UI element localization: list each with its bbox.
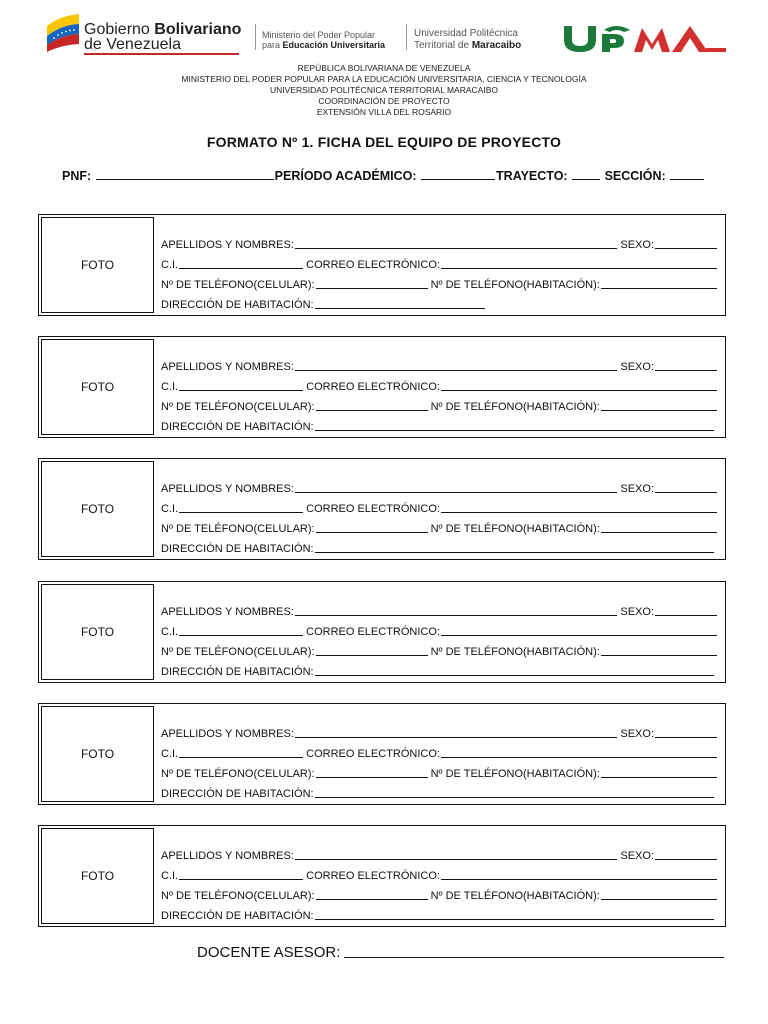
home-phone-label: Nº DE TELÉFONO(HABITACIÓN): (430, 890, 600, 902)
phone-row (161, 638, 717, 658)
institution-line: COORDINACIÓN DE PROYECTO (318, 96, 450, 106)
institution-line: UNIVERSIDAD POLITÉCNICA TERRITORIAL MARACAIBO (270, 85, 498, 95)
sex-label: SEXO: (620, 606, 654, 618)
address-row (161, 780, 717, 800)
names-label: APELLIDOS Y NOMBRES: (161, 728, 294, 740)
home-phone-label: Nº DE TELÉFONO(HABITACIÓN): (430, 523, 600, 535)
photo-box[interactable] (41, 828, 154, 924)
email-label: CORREO ELECTRÓNICO: (306, 381, 440, 393)
gov-line2: de Venezuela (84, 36, 181, 53)
address-label: DIRECCIÓN DE HABITACIÓN: (161, 299, 314, 311)
photo-label: FOTO (80, 502, 115, 516)
cell-phone-label: Nº DE TELÉFONO(CELULAR): (161, 646, 315, 658)
ci-label: C.I. (161, 626, 179, 638)
ci-row (161, 862, 717, 882)
names-label: APELLIDOS Y NOMBRES: (161, 361, 294, 373)
names-field[interactable] (295, 850, 618, 860)
home-phone-label: Nº DE TELÉFONO(HABITACIÓN): (430, 768, 600, 780)
photo-label: FOTO (80, 625, 115, 639)
email-field[interactable] (441, 503, 717, 513)
names-label: APELLIDOS Y NOMBRES: (161, 483, 294, 495)
ci-field[interactable] (179, 259, 303, 269)
sex-label: SEXO: (620, 728, 654, 740)
names-field[interactable] (295, 606, 618, 616)
home-phone-field[interactable] (601, 279, 717, 289)
names-label: APELLIDOS Y NOMBRES: (161, 606, 294, 618)
member-card (38, 825, 726, 927)
email-label: CORREO ELECTRÓNICO: (306, 870, 440, 882)
advisor-label: DOCENTE ASESOR: (197, 944, 341, 961)
member-fields (161, 353, 717, 433)
ci-label: C.I. (161, 748, 179, 760)
ci-row (161, 373, 717, 393)
sex-field[interactable] (655, 728, 717, 738)
member-fields (161, 231, 717, 311)
pnf-field[interactable] (96, 169, 274, 180)
government-wordmark (84, 22, 241, 52)
periodo-field[interactable] (421, 169, 495, 180)
names-field[interactable] (295, 483, 618, 493)
institution-header (0, 63, 768, 118)
ci-label: C.I. (161, 259, 179, 271)
venezuela-flag-logo-icon (45, 12, 83, 52)
sex-field[interactable] (655, 483, 717, 493)
cell-phone-field[interactable] (316, 401, 428, 411)
cell-phone-label: Nº DE TELÉFONO(CELULAR): (161, 523, 315, 535)
email-label: CORREO ELECTRÓNICO: (306, 626, 440, 638)
gov-line1-prefix: Gobierno (84, 21, 155, 38)
photo-box[interactable] (41, 339, 154, 435)
photo-box[interactable] (41, 584, 154, 680)
email-label: CORREO ELECTRÓNICO: (306, 259, 440, 271)
institution-line: MINISTERIO DEL PODER POPULAR PARA LA EDUCACIÓN UNIVERSITARIA, CIENCIA Y TECNOLOGÍA (181, 74, 587, 84)
trayecto-field[interactable] (572, 169, 600, 180)
home-phone-field[interactable] (601, 768, 717, 778)
email-field[interactable] (441, 870, 717, 880)
address-field[interactable] (315, 299, 485, 309)
photo-box[interactable] (41, 461, 154, 557)
seccion-label: SECCIÓN: (604, 169, 666, 183)
ci-field[interactable] (179, 626, 303, 636)
periodo-label: PERÍODO ACADÉMICO: (274, 169, 417, 183)
sex-field[interactable] (655, 606, 717, 616)
photo-label: FOTO (80, 747, 115, 761)
cell-phone-label: Nº DE TELÉFONO(CELULAR): (161, 768, 315, 780)
gov-line1-bold: Bolivariano (154, 21, 242, 38)
names-field[interactable] (295, 239, 618, 249)
address-row (161, 291, 717, 311)
ci-row (161, 251, 717, 271)
seccion-field[interactable] (670, 169, 704, 180)
cell-phone-field[interactable] (316, 890, 428, 900)
names-row (161, 353, 717, 373)
phone-row (161, 515, 717, 535)
address-row (161, 658, 717, 678)
member-card (38, 458, 726, 560)
advisor-line (197, 944, 724, 961)
member-fields (161, 598, 717, 678)
email-field[interactable] (441, 626, 717, 636)
university-wordmark (414, 28, 521, 52)
advisor-field[interactable] (344, 944, 724, 958)
names-field[interactable] (295, 361, 618, 371)
university-line2-bold: Maracaibo (471, 40, 522, 51)
phone-row (161, 393, 717, 413)
names-row (161, 720, 717, 740)
home-phone-field[interactable] (601, 401, 717, 411)
sex-label: SEXO: (620, 850, 654, 862)
address-row (161, 535, 717, 555)
header-banner (42, 10, 732, 58)
home-phone-field[interactable] (601, 523, 717, 533)
ci-label: C.I. (161, 381, 179, 393)
sex-field[interactable] (655, 361, 717, 371)
member-fields (161, 720, 717, 800)
header-divider (406, 24, 407, 50)
names-label: APELLIDOS Y NOMBRES: (161, 850, 294, 862)
cell-phone-field[interactable] (316, 768, 428, 778)
cell-phone-field[interactable] (316, 646, 428, 656)
member-card (38, 336, 726, 438)
cell-phone-field[interactable] (316, 279, 428, 289)
email-field[interactable] (441, 748, 717, 758)
sex-label: SEXO: (620, 239, 654, 251)
home-phone-label: Nº DE TELÉFONO(HABITACIÓN): (430, 646, 600, 658)
trayecto-label: TRAYECTO: (496, 169, 568, 183)
ci-field[interactable] (179, 381, 303, 391)
home-phone-field[interactable] (601, 890, 717, 900)
sex-label: SEXO: (620, 361, 654, 373)
sex-field[interactable] (655, 850, 717, 860)
email-field[interactable] (441, 381, 717, 391)
photo-label: FOTO (80, 258, 115, 272)
names-row (161, 231, 717, 251)
cell-phone-field[interactable] (316, 523, 428, 533)
email-field[interactable] (441, 259, 717, 269)
upma-logo-icon (560, 20, 728, 52)
ministry-line2-bold: Educación Universitaria (282, 40, 386, 50)
member-card (38, 214, 726, 316)
photo-label: FOTO (80, 869, 115, 883)
institution-line: EXTENSIÓN VILLA DEL ROSARIO (316, 107, 452, 117)
ci-row (161, 740, 717, 760)
cell-phone-label: Nº DE TELÉFONO(CELULAR): (161, 401, 315, 413)
address-field[interactable] (315, 910, 714, 920)
university-line2-prefix: Territorial de (414, 40, 472, 51)
phone-row (161, 271, 717, 291)
photo-box[interactable] (41, 706, 154, 802)
member-fields (161, 842, 717, 922)
email-label: CORREO ELECTRÓNICO: (306, 748, 440, 760)
address-row (161, 413, 717, 433)
address-field[interactable] (315, 788, 714, 798)
ministry-line2-prefix: para (262, 40, 283, 50)
sex-field[interactable] (655, 239, 717, 249)
phone-row (161, 760, 717, 780)
address-row (161, 902, 717, 922)
member-card (38, 703, 726, 805)
pnf-label: PNF: (62, 169, 92, 183)
ci-row (161, 618, 717, 638)
names-field[interactable] (295, 728, 618, 738)
address-label: DIRECCIÓN DE HABITACIÓN: (161, 666, 314, 678)
address-label: DIRECCIÓN DE HABITACIÓN: (161, 421, 314, 433)
academic-info-line (62, 169, 705, 183)
cell-phone-label: Nº DE TELÉFONO(CELULAR): (161, 890, 315, 902)
address-label: DIRECCIÓN DE HABITACIÓN: (161, 788, 314, 800)
form-title: FORMATO Nº 1. FICHA DEL EQUIPO DE PROYECTO (206, 134, 562, 150)
ci-field[interactable] (179, 503, 303, 513)
names-row (161, 842, 717, 862)
home-phone-label: Nº DE TELÉFONO(HABITACIÓN): (430, 279, 600, 291)
address-field[interactable] (315, 543, 714, 553)
member-fields (161, 475, 717, 555)
ministry-wordmark (262, 30, 385, 50)
header-divider (255, 24, 256, 50)
ci-label: C.I. (161, 503, 179, 515)
names-label: APELLIDOS Y NOMBRES: (161, 239, 294, 251)
ministry-line1: Ministerio del Poder Popular (262, 30, 376, 40)
photo-box[interactable] (41, 217, 154, 313)
ci-row (161, 495, 717, 515)
address-label: DIRECCIÓN DE HABITACIÓN: (161, 910, 314, 922)
member-card (38, 581, 726, 683)
names-row (161, 475, 717, 495)
institution-line: REPÚBLICA BOLIVARIANA DE VENEZUELA (297, 63, 471, 73)
gov-underline (84, 53, 239, 55)
ci-label: C.I. (161, 870, 179, 882)
photo-label: FOTO (80, 380, 115, 394)
names-row (161, 598, 717, 618)
home-phone-label: Nº DE TELÉFONO(HABITACIÓN): (430, 401, 600, 413)
address-label: DIRECCIÓN DE HABITACIÓN: (161, 543, 314, 555)
phone-row (161, 882, 717, 902)
ci-field[interactable] (179, 870, 303, 880)
cell-phone-label: Nº DE TELÉFONO(CELULAR): (161, 279, 315, 291)
university-line1: Universidad Politécnica (414, 28, 518, 39)
home-phone-field[interactable] (601, 646, 717, 656)
ci-field[interactable] (179, 748, 303, 758)
email-label: CORREO ELECTRÓNICO: (306, 503, 440, 515)
address-field[interactable] (315, 421, 714, 431)
address-field[interactable] (315, 666, 714, 676)
sex-label: SEXO: (620, 483, 654, 495)
